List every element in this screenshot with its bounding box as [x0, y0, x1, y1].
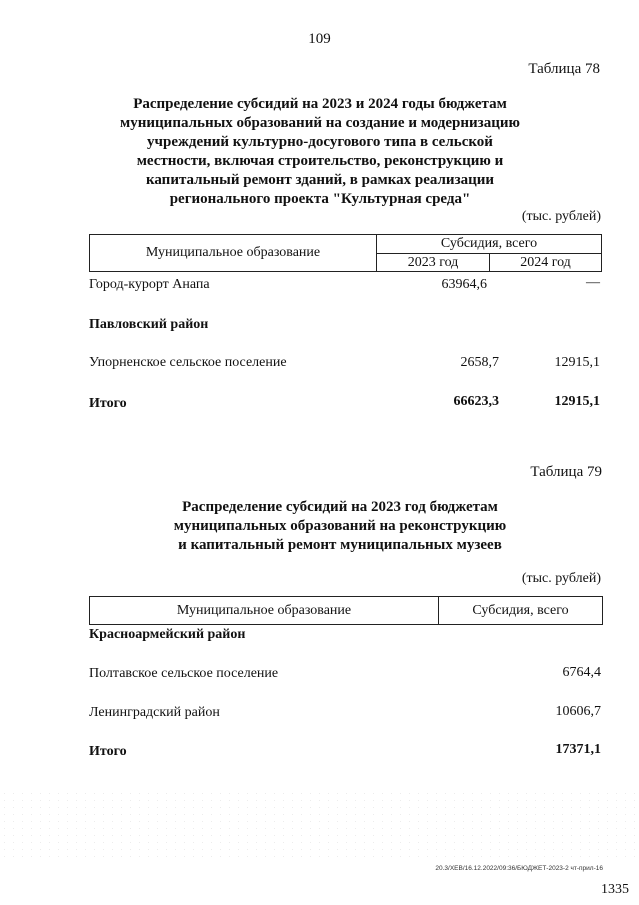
table-79-units: (тыс. рублей): [521, 571, 601, 586]
document-code: 20.3/ХЕВ/16.12.2022/09:36/БЮДЖЕТ-2023-2 чт-прил-16: [435, 865, 603, 872]
table-79-title-line: и капитальный ремонт муниципальных музеев: [178, 537, 502, 553]
header-municipality: Муниципальное образование: [90, 597, 439, 625]
table-total-value-2023: 66623,3: [453, 394, 499, 409]
table-78-title: [70, 95, 570, 209]
table-row-value-2023: 63964,6: [441, 277, 487, 292]
table-79-header: [89, 596, 603, 625]
table-row-name: Ленинградский район: [89, 705, 220, 720]
table-78-title-line: регионального проекта "Культурная среда": [169, 191, 471, 207]
page-number: 109: [308, 31, 331, 47]
table-total-value-2024: 12915,1: [554, 394, 600, 409]
scan-noise: [0, 790, 639, 860]
sheet-number: 1335: [601, 882, 629, 897]
table-78-header: [89, 234, 602, 272]
table-row-district: Павловский район: [89, 317, 209, 332]
table-row-total: Итого: [89, 744, 127, 759]
table-78-title-line: Распределение субсидий на 2023 и 2024 годы бюджетам: [133, 96, 507, 112]
table-79-title-line: муниципальных образований на реконструкцию: [173, 518, 507, 534]
table-row-name: Полтавское сельское поселение: [89, 666, 279, 681]
table-78-title-line: местности, включая строительство, реконструкцию и: [136, 153, 504, 169]
header-year-2023: 2023 год: [377, 254, 490, 272]
table-row-value-2023: 2658,7: [460, 355, 499, 370]
table-row-value: 6764,4: [562, 665, 601, 680]
table-78-title-line: капитальный ремонт зданий, в рамках реализации: [145, 172, 495, 188]
header-subsidy-total: Субсидия, всего: [439, 597, 603, 625]
header-year-2024: 2024 год: [490, 254, 602, 272]
header-municipality: Муниципальное образование: [90, 235, 377, 272]
table-row-value: 10606,7: [555, 704, 601, 719]
table-row-value-2024: —: [586, 275, 600, 290]
table-row-total: Итого: [89, 396, 127, 411]
table-78-title-line: муниципальных образований на создание и модернизацию: [120, 115, 520, 131]
table-78-units: (тыс. рублей): [521, 209, 601, 224]
table-row-name: Упорненское сельское поселение: [89, 355, 287, 370]
table-row-value-2024: 12915,1: [554, 355, 600, 370]
table-79-label: Таблица 79: [530, 464, 602, 480]
header-subsidy-total: Субсидия, всего: [377, 235, 602, 254]
table-total-value: 17371,1: [555, 742, 601, 757]
table-78-title-line: учреждений культурно-досугового типа в сельской: [147, 134, 493, 150]
table-79-title-line: Распределение субсидий на 2023 год бюджетам: [182, 499, 498, 515]
table-78-label: Таблица 78: [528, 61, 600, 77]
table-row-district: Красноармейский район: [89, 627, 246, 642]
table-row-name: Город-курорт Анапа: [89, 277, 210, 292]
table-79-title: [90, 498, 590, 555]
